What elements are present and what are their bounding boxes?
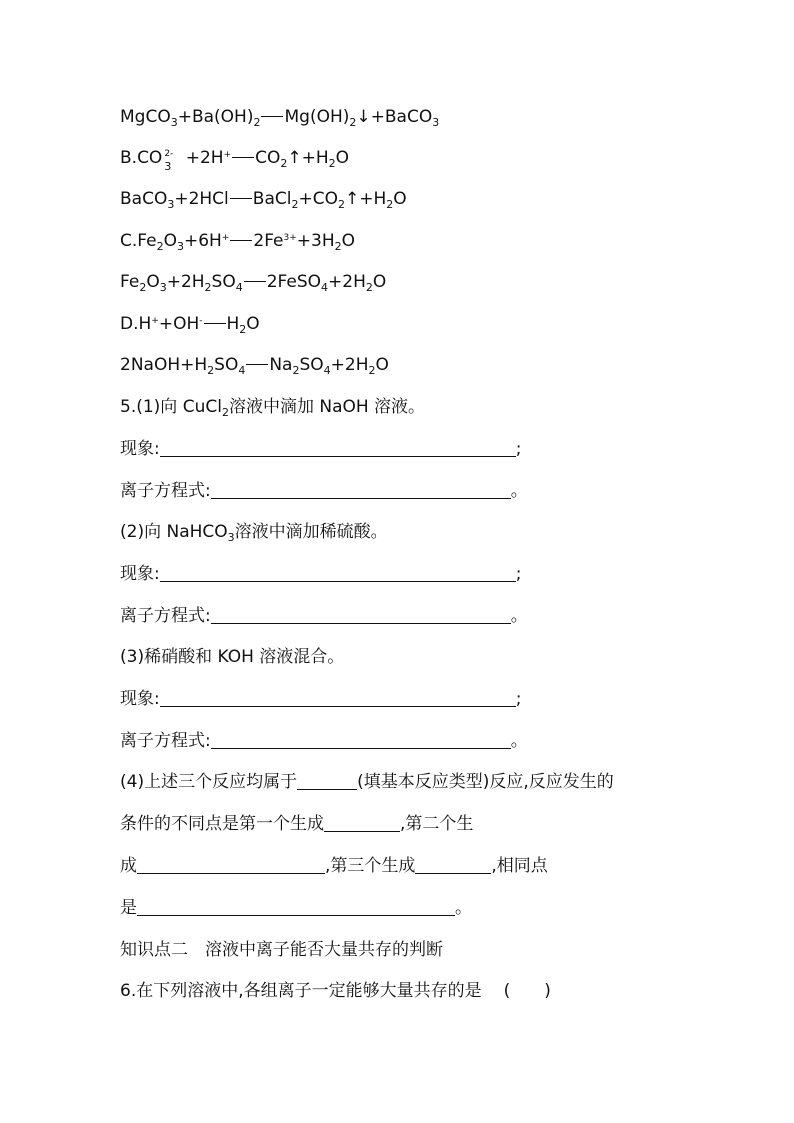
equation-mgco3-baoh2: $MgCO_3+Ba(OH)_2$ $Mg(OH)_2↓+BaCO_3$ (120, 107, 440, 129)
question-5-part-1: 5.(1)向 CuCl$_2$溶液中滴加 NaOH 溶液。 (120, 397, 426, 419)
answer-blank[interactable] (211, 480, 511, 499)
q5-3-ionic-equation: 离子方程式: 。 (120, 731, 528, 751)
question-6: 6.在下列溶液中,各组离子一定能够大量共存的是 ( ) (120, 981, 551, 1001)
section-heading: 知识点二 溶液中离子能否大量共存的判断 (120, 940, 443, 960)
equation-option-d-ionic: D.H++OH- $H_2O$ (120, 314, 260, 336)
answer-paren[interactable]: ( ) (503, 981, 551, 1001)
q5-1-ionic-equation: 离子方程式: 。 (120, 481, 528, 501)
answer-blank[interactable] (297, 771, 357, 790)
q5-4-line-3: 成 ,第三个生成 ,相同点 (120, 856, 548, 876)
equation-option-b-ionic: B.CO 2- 3 +2H+ $CO_2↑+H_2O$ (120, 148, 350, 173)
answer-blank[interactable] (160, 563, 516, 582)
equation-option-c-ionic: $C.Fe_2O_3+6H^+$ $2Fe^{3+}+3H_2O$ (120, 231, 356, 253)
answer-blank[interactable] (160, 688, 516, 707)
equation-naoh-h2so4: $2NaOH+H_2SO_4$ $Na_2SO_4+2H_2O$ (120, 355, 389, 377)
q5-2-ionic-equation: 离子方程式: 。 (120, 606, 528, 626)
question-5-part-3: (3)稀硝酸和 KOH 溶液混合。 (120, 647, 345, 667)
equation-fe2o3-h2so4: $Fe_2O_3+2H_2SO_4$ $2FeSO_4+2H_2O$ (120, 272, 387, 294)
q5-4-line-4: 是 。 (120, 898, 472, 918)
q5-4-line-2: 条件的不同点是第一个生成 ,第二个生 (120, 814, 474, 834)
answer-blank[interactable] (211, 730, 511, 749)
answer-blank[interactable] (160, 438, 516, 457)
answer-blank[interactable] (137, 897, 455, 916)
answer-blank[interactable] (137, 855, 325, 874)
question-5-part-4: (4)上述三个反应均属于 (填基本反应类型)反应,反应发生的 (120, 772, 614, 792)
answer-blank[interactable] (324, 813, 400, 832)
q5-1-phenomenon: 现象: ; (120, 439, 522, 459)
q5-2-phenomenon: 现象: ; (120, 564, 522, 584)
answer-blank[interactable] (211, 605, 511, 624)
equation-baco3-hcl: BaCO$_3$+2HCl $BaCl_2+CO_2↑+H_2O$ (120, 189, 407, 211)
q5-3-phenomenon: 现象: ; (120, 689, 522, 709)
question-5-part-2: (2)向 NaHCO$_3$溶液中滴加稀硫酸。 (120, 522, 388, 544)
answer-blank[interactable] (415, 855, 491, 874)
